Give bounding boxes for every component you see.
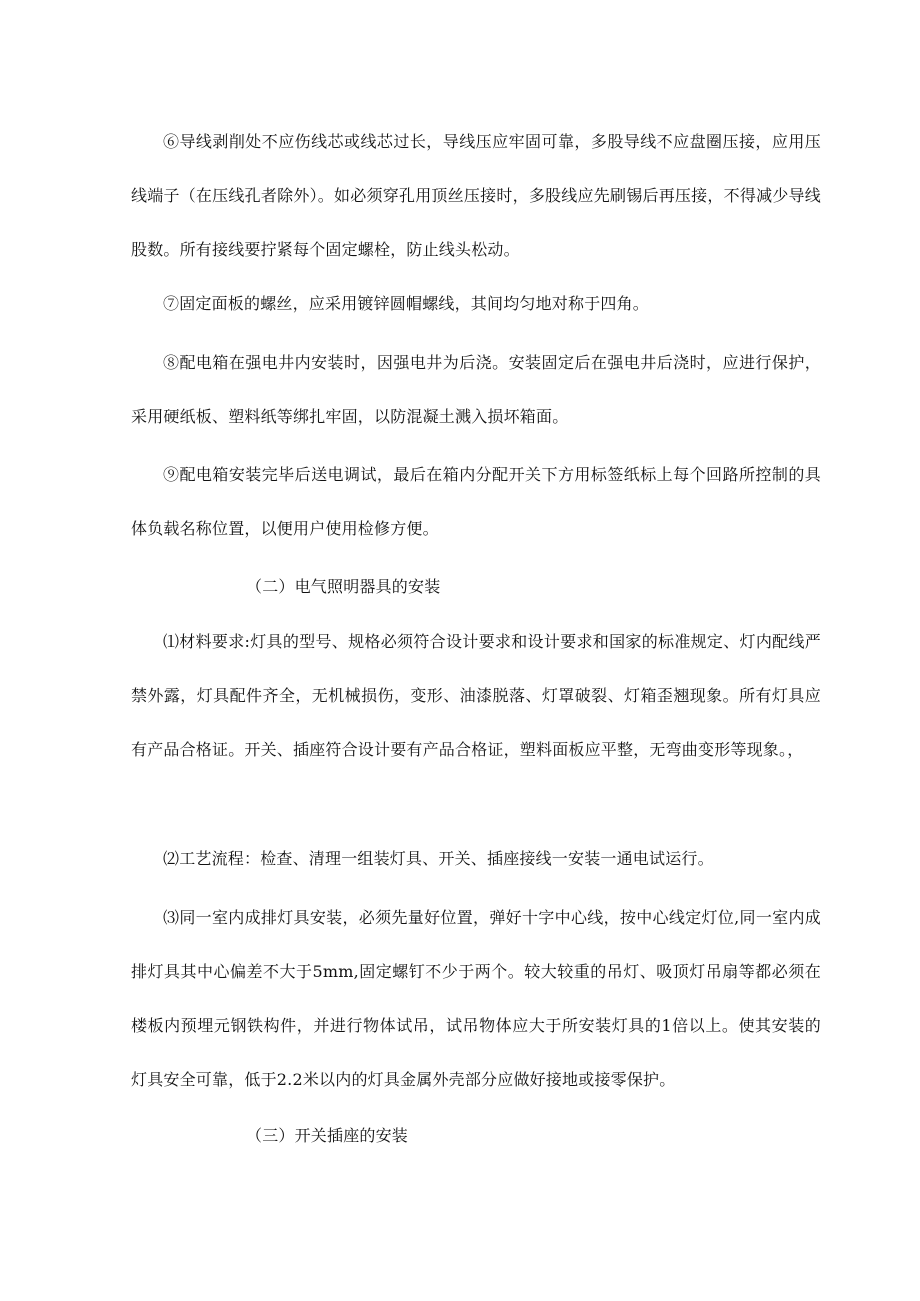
section-2-heading: （二）电气照明器具的安装: [246, 577, 441, 596]
paragraph-9-power-on-test: ⑨配电箱安装完毕后送电调试，最后在箱内分配开关下方用标签纸标上每个回路所控制的具体负载名称位置，以便用户使用检修方便。: [131, 465, 821, 538]
paragraph-7-panel-screws: ⑦固定面板的螺丝，应采用镀锌圆帽螺线，其间均匀地对称于四角。: [163, 294, 650, 313]
section-2-item-3-row-lamp-installation: ⑶同一室内成排灯具安装，必须先量好位置，弹好十字中心线，按中心线定灯位,同一室内成排灯具其中心偏差不大于5mm,固定螺钉不少于两个。较大较重的吊灯、吸顶灯吊扇等都必须在楼板内预埋元钢铁构件，并进行物体试吊，试吊物体应大于所安装灯具的1倍以上。使其安装的灯具安全可靠，低于2.2米以内的灯具金属外壳部分应做好接地或接零保护。: [131, 908, 821, 1089]
paragraph-6-wire-stripping: ⑥导线剥削处不应伤线芯或线芯过长，导线压应牢固可靠，多股导线不应盘圈压接，应用压线端子（在压线孔者除外）。如必须穿孔用顶丝压接时，多股线应先刷锡后再压接，不得减少导线股数。所有接线要拧紧每个固定螺栓，防止线头松动。: [131, 132, 821, 259]
section-2-item-2-process-flow: ⑵工艺流程：检查、清理一组装灯具、开关、插座接线一安装一通电试运行。: [163, 849, 714, 868]
section-3-heading: （三）开关插座的安装: [246, 1126, 409, 1145]
section-2-item-1-material-requirements: ⑴材料要求:灯具的型号、规格必须符合设计要求和设计要求和国家的标准规定、灯内配线严禁外露，灯具配件齐全，无机械损伤，变形、油漆脱落、灯罩破裂、灯箱歪翘现象。所有灯具应有产品合格证。开关、插座符合设计要有产品合格证，塑料面板应平整，无弯曲变形等现象。，: [131, 632, 821, 759]
paragraph-8-distribution-box-protection: ⑧配电箱在强电井内安装时，因强电井为后浇。安装固定后在强电井后浇时，应进行保护，采用硬纸板、塑料纸等绑扎牢固，以防混凝土溅入损坏箱面。: [131, 353, 821, 426]
